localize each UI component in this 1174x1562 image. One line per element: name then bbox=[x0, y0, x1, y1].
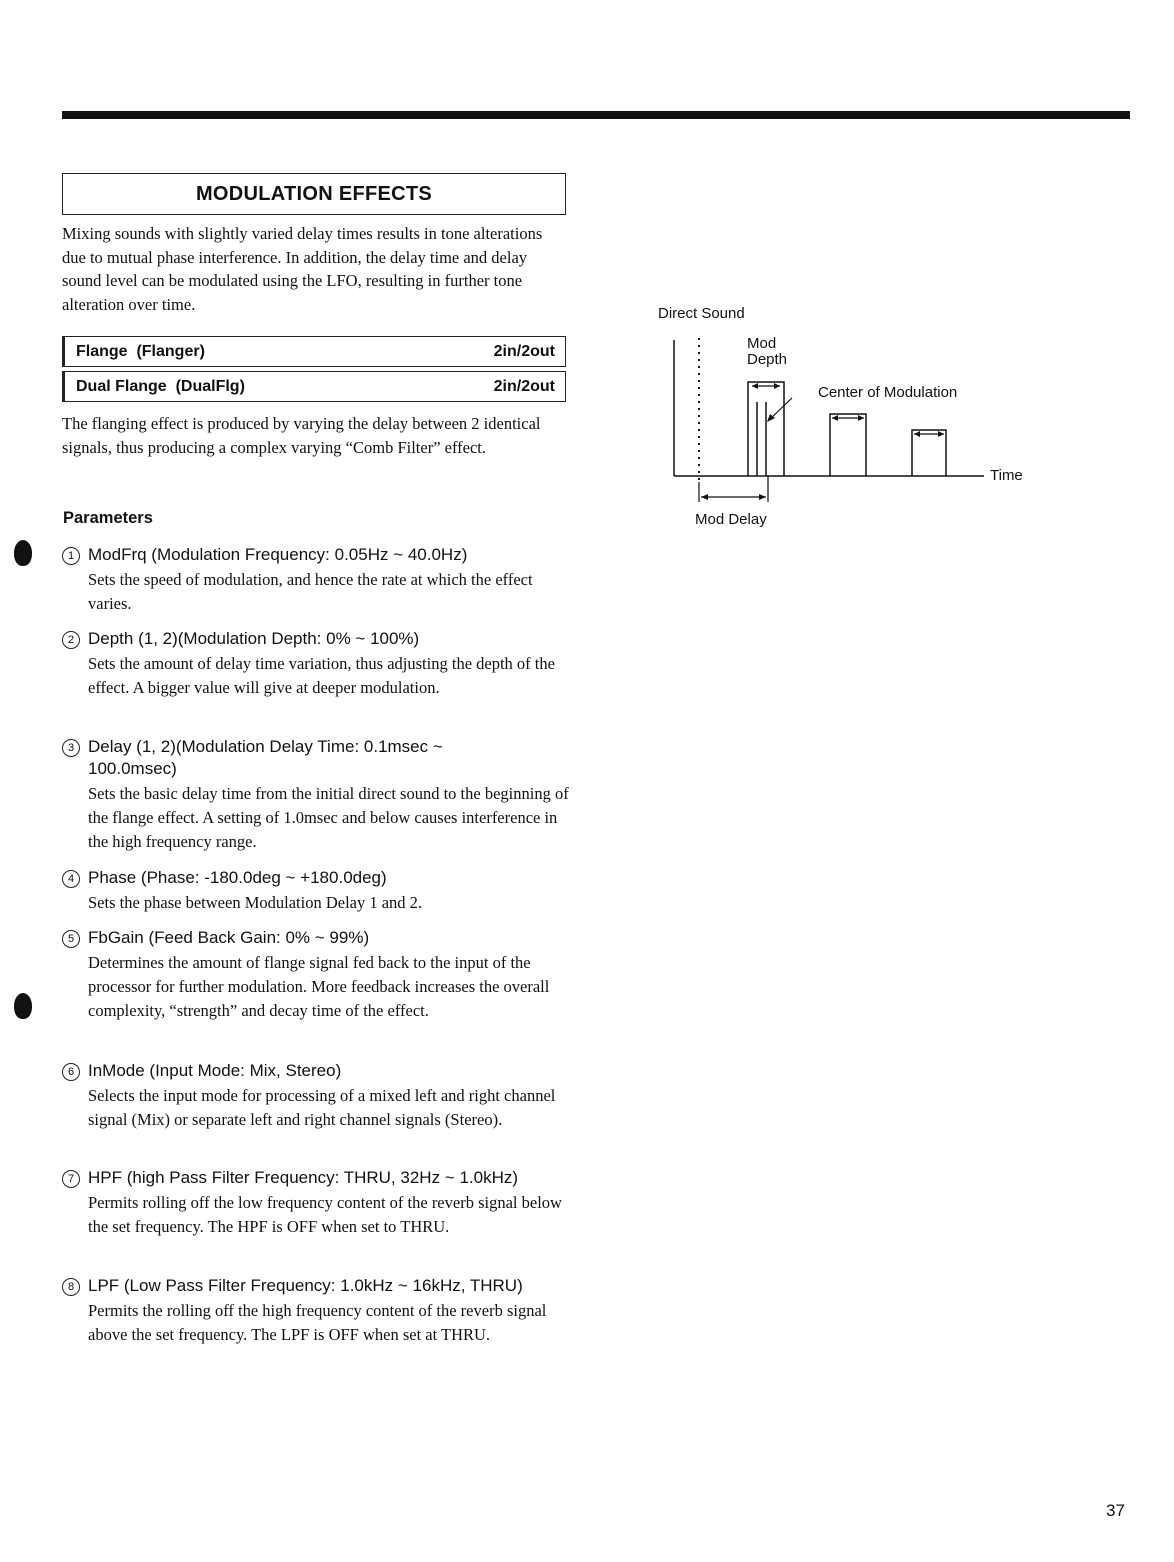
parameter-number: 6 bbox=[62, 1063, 80, 1081]
mod-depth-label-line2: Depth bbox=[747, 351, 788, 368]
time-label: Time bbox=[990, 467, 1023, 484]
direct-sound-label: Direct Sound bbox=[658, 305, 745, 322]
center-of-modulation-label: Center of Modulation bbox=[818, 384, 958, 401]
mod-delay-arrowhead bbox=[701, 494, 708, 500]
pulse-3-arrowhead bbox=[914, 431, 920, 437]
parameter-item bbox=[62, 1275, 572, 1347]
effect-io: 2in/2out bbox=[493, 377, 555, 395]
effect-flanger-box bbox=[62, 336, 566, 367]
parameter-item bbox=[62, 544, 572, 616]
parameter-number: 5 bbox=[62, 930, 80, 948]
parameter-title: Delay (1, 2)(Modulation Delay Time: 0.1msec ~ 100.0msec) bbox=[88, 737, 443, 778]
flange-timing-diagram bbox=[640, 290, 1060, 540]
mod-depth-label-line1: Mod bbox=[747, 335, 777, 352]
parameter-text: Sets the amount of delay time variation, thus adjusting the depth of the effect. A bigger value will give at deeper modulation. bbox=[88, 654, 555, 697]
parameter-item bbox=[62, 736, 572, 854]
parameter-number: 4 bbox=[62, 870, 80, 888]
effect-io: 2in/2out bbox=[493, 342, 555, 360]
parameter-item bbox=[62, 1060, 572, 1132]
parameter-item bbox=[62, 927, 572, 1023]
parameter-title: Phase (Phase: -180.0deg ~ +180.0deg) bbox=[88, 868, 387, 887]
pulse-3-arrowhead bbox=[938, 431, 944, 437]
parameter-number: 7 bbox=[62, 1170, 80, 1188]
pulse-2-arrowhead bbox=[832, 415, 838, 421]
parameter-number: 2 bbox=[62, 631, 80, 649]
effect-name: Flange (Flanger) bbox=[76, 342, 205, 360]
mod-depth-arrowhead bbox=[774, 383, 780, 389]
parameter-text: Permits the rolling off the high frequency content of the reverb signal above the set frequency. The LPF is OFF when set at THRU. bbox=[88, 1301, 547, 1344]
mod-depth-arrowhead bbox=[752, 383, 758, 389]
parameter-title: HPF (high Pass Filter Frequency: THRU, 32Hz ~ 1.0kHz) bbox=[88, 1168, 519, 1187]
parameters-heading: Parameters bbox=[63, 509, 153, 527]
parameter-text: Permits rolling off the low frequency content of the reverb signal below the set frequency. The HPF is OFF when set to THRU. bbox=[88, 1193, 562, 1236]
top-rule bbox=[62, 111, 1130, 119]
parameter-text: Sets the phase between Modulation Delay 1 and 2. bbox=[88, 893, 423, 912]
parameter-number: 3 bbox=[62, 739, 80, 757]
modulated-pulse-2 bbox=[830, 414, 866, 476]
page-number: 37 bbox=[1106, 1501, 1125, 1520]
parameter-text: Selects the input mode for processing of a mixed left and right channel signal (Mix) or separate left and right channel signals (Stereo). bbox=[88, 1086, 556, 1129]
parameter-title: InMode (Input Mode: Mix, Stereo) bbox=[88, 1061, 342, 1080]
parameter-title: ModFrq (Modulation Frequency: 0.05Hz ~ 40.0Hz) bbox=[88, 545, 468, 564]
parameter-number: 8 bbox=[62, 1278, 80, 1296]
parameter-text: Sets the speed of modulation, and hence the rate at which the effect varies. bbox=[88, 570, 533, 613]
parameter-number: 1 bbox=[62, 547, 80, 565]
parameter-item bbox=[62, 1167, 572, 1239]
parameter-title: LPF (Low Pass Filter Frequency: 1.0kHz ~ 16kHz, THRU) bbox=[88, 1276, 523, 1295]
parameter-item bbox=[62, 867, 572, 915]
section-title: MODULATION EFFECTS bbox=[62, 173, 566, 215]
parameter-item bbox=[62, 628, 572, 700]
mod-delay-label: Mod Delay bbox=[695, 511, 767, 528]
effect-name: Dual Flange (DualFlg) bbox=[76, 377, 245, 395]
pulse-2-arrowhead bbox=[858, 415, 864, 421]
parameter-title: FbGain (Feed Back Gain: 0% ~ 99%) bbox=[88, 928, 370, 947]
effect-dual-flange-box bbox=[62, 371, 566, 402]
margin-blot bbox=[14, 540, 32, 566]
intro-paragraph: Mixing sounds with slightly varied delay times results in tone alterations due to mutual phase interference. In addition, the delay time and delay sound level can be modulated using the LFO, resulting in further tone alteration over time. bbox=[62, 224, 543, 314]
parameter-text: Sets the basic delay time from the initial direct sound to the beginning of the flange effect. A setting of 1.0msec and below causes interference in the high frequency range. bbox=[88, 784, 569, 851]
margin-blot bbox=[14, 993, 32, 1019]
mod-delay-arrowhead bbox=[759, 494, 766, 500]
parameter-text: Determines the amount of flange signal fed back to the input of the processor for further modulation. More feedback increases the overall complexity, “strength” and decay time of the effect. bbox=[88, 953, 550, 1020]
effect-description: The flanging effect is produced by varying the delay between 2 identical signals, thus producing a complex varying “Comb Filter” effect. bbox=[62, 414, 541, 457]
parameter-title: Depth (1, 2)(Modulation Depth: 0% ~ 100%) bbox=[88, 629, 420, 648]
modulated-pulse-3 bbox=[912, 430, 946, 476]
